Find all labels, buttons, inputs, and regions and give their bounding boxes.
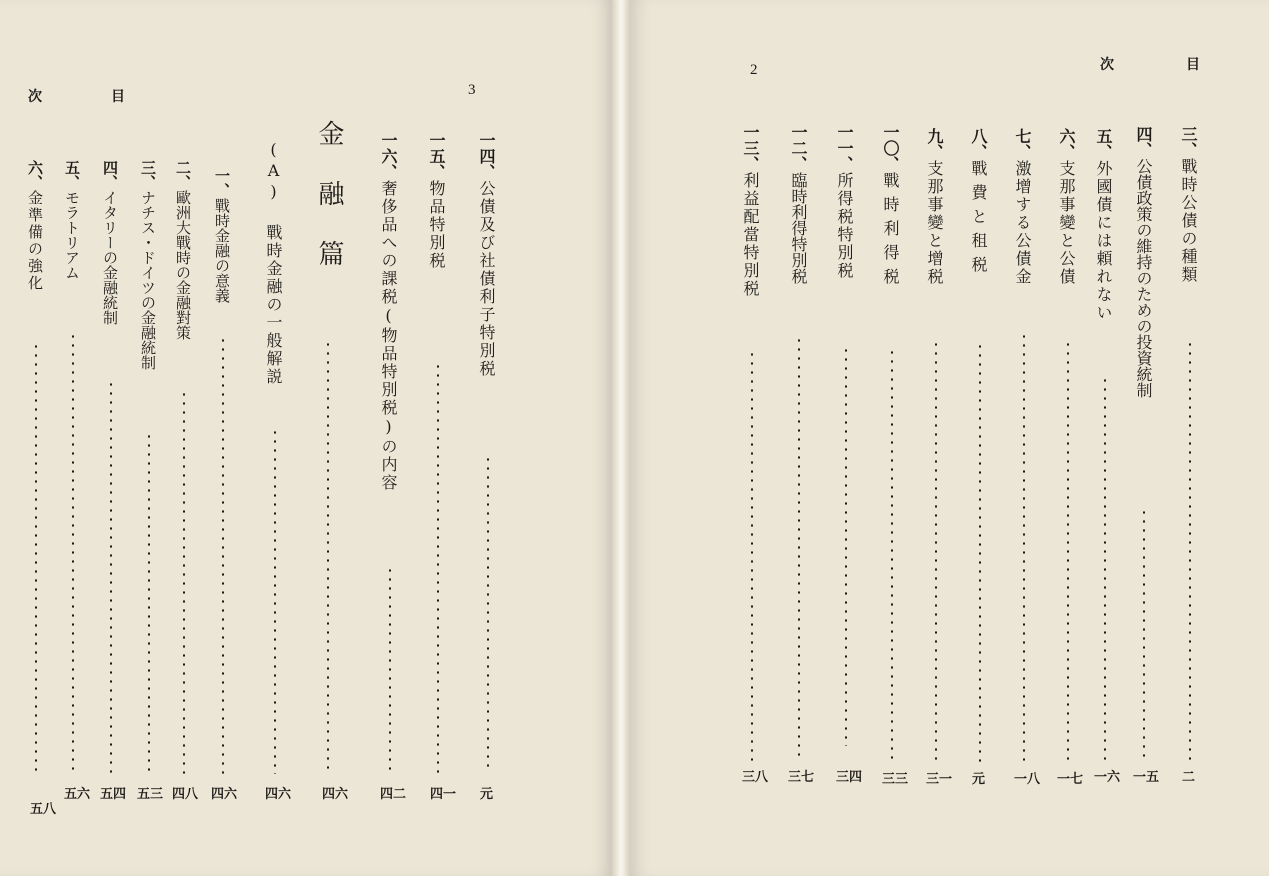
dot-leader [487,455,489,773]
dot-leader [798,336,800,762]
entry-number: 一六、 [379,132,398,180]
entry-page: 三四 [836,770,863,785]
entry-number: 四、 [1134,126,1153,158]
dot-leader [148,432,150,774]
dot-leader [1023,332,1025,764]
entry-number: 八、 [969,128,988,160]
toc-entry[interactable] [1014,128,1030,286]
header-char: 次 [1100,57,1114,73]
entry-page: 四六 [211,787,238,802]
entry-label: 公債政策の維持のための投資統制 [1134,158,1153,398]
entry-page: 三一 [926,772,953,787]
page-number: 2 [750,62,758,78]
entry-number: 三、 [1179,126,1198,158]
entry-number: 五、 [1094,128,1113,160]
entry-number: 六、 [26,160,44,190]
entry-label: 公債及び社債利子特別税 [477,180,496,378]
entry-page: 元 [480,787,494,802]
dot-leader [222,336,224,774]
toc-entry[interactable] [790,124,806,284]
entry-page: 四八 [172,787,199,802]
toc-entry[interactable] [1180,126,1196,284]
entry-number: 二、 [174,160,192,190]
entry-label: 奢侈品への課税(物品特別税)の内容 [379,180,398,492]
section-title-text: 金融篇 [314,120,344,300]
toc-entry[interactable] [882,124,898,292]
dot-leader [751,350,753,762]
entry-page: 三三 [882,772,909,787]
toc-entry[interactable] [140,160,155,370]
entry-page: 三七 [788,770,815,785]
page-number: 3 [468,82,476,98]
entry-label: イタリーの金融統制 [101,190,119,325]
book-gutter [612,0,630,876]
entry-page: 三八 [742,770,769,785]
entry-label: 利益配當特別税 [741,172,760,298]
entry-label: 戰費と租税 [969,160,988,280]
entry-label: 所得税特別税 [835,172,854,280]
toc-entry[interactable] [102,160,117,325]
entry-page: 元 [972,772,986,787]
entry-page: 一八 [1014,772,1041,787]
header-char: 目 [1186,57,1200,73]
dot-leader [327,340,329,772]
entry-number: 一五、 [427,132,446,180]
toc-entry[interactable] [64,160,79,280]
dot-leader [35,342,37,774]
section-page: 四六 [322,787,349,802]
dot-leader [1067,340,1069,764]
entry-page: 一六 [1094,770,1121,785]
entry-number: 四、 [101,160,119,190]
entry-label: 戰時公債の種類 [1179,158,1198,284]
header-char: 目 [111,89,125,105]
toc-entry[interactable] [836,124,852,280]
toc-entry[interactable] [380,132,396,492]
entry-number: 九、 [925,128,944,160]
entry-number: 五、 [63,160,81,190]
entry-number: 三、 [139,160,157,190]
dot-leader [1143,508,1145,762]
entry-label: 戰時金融の意義 [213,198,231,303]
entry-number: 七、 [1013,128,1032,160]
dot-leader [845,346,847,746]
dot-leader [274,428,276,774]
entry-page: 五三 [137,787,164,802]
entry-page: 五八 [30,802,57,817]
entry-label: 金準備の強化 [26,190,44,292]
left-page [0,0,612,876]
toc-entry[interactable] [970,128,986,280]
entry-label: 支那事變と公債 [1057,160,1076,286]
entry-number: 一三、 [741,124,760,172]
entry-page: 四一 [430,787,457,802]
entry-number: 一〇、 [881,124,900,172]
entry-label: 激增する公債金 [1013,160,1032,286]
dot-leader [891,348,893,764]
entry-label: 物品特別税 [427,180,446,270]
entry-page: 四二 [380,787,407,802]
toc-entry[interactable] [926,128,942,286]
entry-label: ナチス・ドイツの金融統制 [139,190,157,370]
toc-entry[interactable] [27,160,42,292]
dot-leader [110,380,112,774]
entry-page: 五六 [64,787,91,802]
entry-label: 歐洲大戰時の金融對策 [174,190,192,340]
header-char: 次 [28,89,42,105]
dot-leader [935,340,937,764]
dot-leader [183,390,185,774]
toc-entry[interactable] [742,124,758,298]
dot-leader [437,362,439,774]
dot-leader [389,566,391,774]
entry-page: 五四 [100,787,127,802]
toc-entry[interactable] [478,132,494,378]
subsection-label: (A) 戰時金融の一般解説 [264,140,283,386]
dot-leader [979,342,981,764]
toc-entry[interactable] [428,132,444,270]
entry-number: 一、 [213,168,231,198]
right-page [630,0,1269,876]
entry-page: 一五 [1133,770,1160,785]
toc-entry[interactable] [1135,126,1151,398]
toc-entry[interactable] [175,160,190,340]
entry-label: 臨時利得特別税 [789,172,808,284]
toc-entry[interactable] [1058,128,1074,286]
entry-label: 外國債には頼れない [1094,160,1113,322]
dot-leader [1189,340,1191,762]
section-title[interactable] [316,120,342,300]
subsection-page: 四六 [265,787,292,802]
entry-number: 一二、 [789,124,808,172]
toc-entry[interactable] [1095,128,1111,322]
dot-leader [72,332,74,774]
entry-label: 戰時利得税 [881,172,900,292]
entry-number: 一一、 [835,124,854,172]
entry-number: 六、 [1057,128,1076,160]
entry-page: 二 [1182,770,1196,785]
entry-label: 支那事變と增税 [925,160,944,286]
entry-page: 一七 [1057,772,1084,787]
entry-label: モラトリアム [63,190,81,280]
entry-number: 一四、 [477,132,496,180]
subsection-entry[interactable] [262,140,285,386]
toc-entry[interactable] [214,168,229,303]
dot-leader [1104,376,1106,762]
